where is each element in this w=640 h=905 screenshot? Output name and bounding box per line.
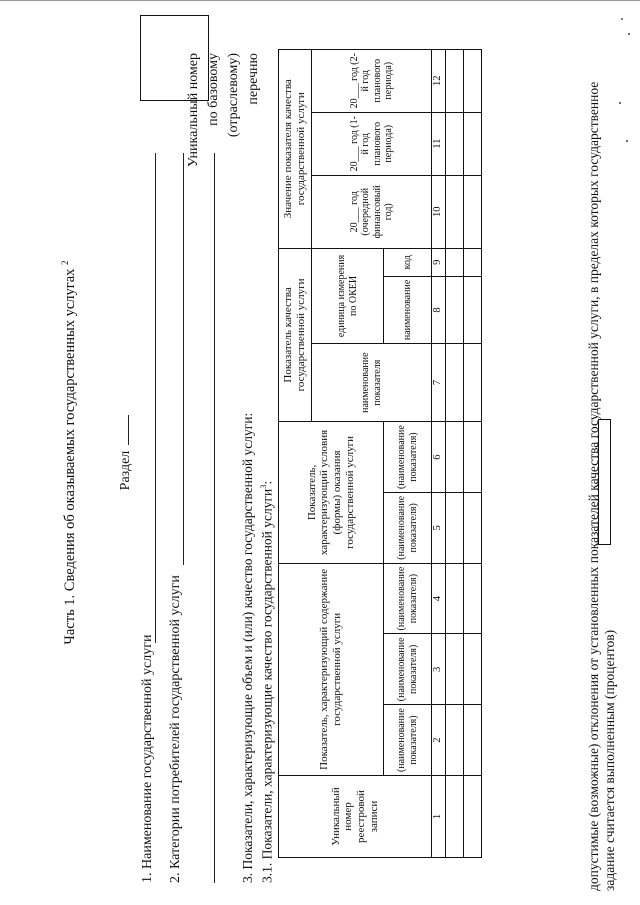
- sub-header-indicator-name: (наименование показателя): [384, 634, 432, 705]
- part-title-text: Часть 1. Сведения об оказываемых государственных услугах: [61, 268, 78, 645]
- sub-header-indicator-name: (наименование показателя): [384, 563, 432, 634]
- section-label: Раздел: [118, 450, 133, 491]
- col-header-quality-name: наименование показателя: [312, 344, 432, 422]
- col-header-year-current: 20___ год (очередной финансовый год): [312, 175, 432, 248]
- table-cell[interactable]: [464, 422, 482, 493]
- column-number: 3: [432, 634, 446, 705]
- column-number: 8: [432, 276, 446, 343]
- table-cell[interactable]: [464, 175, 482, 248]
- table-cell[interactable]: [446, 112, 464, 175]
- table-cell[interactable]: [464, 49, 482, 112]
- part-title: [60, 0, 79, 905]
- section-3-1-footnote: 3: [258, 484, 268, 489]
- table-cell[interactable]: [446, 175, 464, 248]
- table-cell[interactable]: [446, 276, 464, 343]
- sub-header-indicator-name: (наименование показателя): [384, 705, 432, 776]
- unique-number-label: Уникальный номер по базовому (отраслевому) перечню: [186, 53, 261, 168]
- col-header-content: Показатель, характеризующий содержание государственной услуги: [279, 563, 384, 775]
- col-header-year-plan1: 20___ год (1-й год планового периода): [312, 112, 432, 175]
- unique-number-box[interactable]: [140, 15, 209, 101]
- section-heading: [115, 0, 134, 905]
- table-cell[interactable]: [446, 634, 464, 705]
- sub-header-unit-code: код: [384, 248, 432, 276]
- col-header-quality: Показатель качества государственной услуги: [279, 248, 312, 421]
- tolerance-text-line2: задание считается выполненным (процентов): [602, 629, 617, 891]
- table-cell[interactable]: [464, 776, 482, 858]
- table-cell[interactable]: [464, 344, 482, 422]
- section-3-1-heading: [258, 481, 276, 883]
- table-cell[interactable]: [446, 344, 464, 422]
- sub-header-indicator-name: (наименование показателя): [384, 422, 432, 493]
- table-cell[interactable]: [464, 248, 482, 276]
- column-number: 7: [432, 344, 446, 422]
- tolerance-percent-box[interactable]: [598, 419, 611, 545]
- section-number-line: [115, 415, 129, 445]
- sub-header-unit-name: наименование: [384, 276, 432, 343]
- col-header-year-plan2: 20___ год (2-й год планового периода): [312, 49, 432, 112]
- part-title-footnote: 2: [60, 260, 70, 265]
- field-service-name-line[interactable]: [155, 153, 156, 643]
- col-header-value: Значение показателя качества государственной услуги: [279, 49, 312, 248]
- table-cell[interactable]: [446, 776, 464, 858]
- column-number: 6: [432, 422, 446, 493]
- column-number: 4: [432, 563, 446, 634]
- table-cell[interactable]: [464, 492, 482, 563]
- col-header-conditions: Показатель, характеризующий условия (формы) оказания государственной услуги: [279, 422, 384, 564]
- column-number: 12: [432, 49, 446, 112]
- section-3-heading: 3. Показатели, характеризующие объем и (или) качество государственной услуги:: [240, 412, 255, 883]
- table-cell[interactable]: [446, 422, 464, 493]
- column-number: 2: [432, 705, 446, 776]
- table-cell[interactable]: [464, 705, 482, 776]
- field-service-name-label: 1. Наименование государственной услуги: [140, 634, 155, 883]
- column-number: 10: [432, 175, 446, 248]
- table-cell[interactable]: [464, 634, 482, 705]
- table-cell[interactable]: [446, 563, 464, 634]
- table-cell[interactable]: [464, 112, 482, 175]
- table-cell[interactable]: [446, 248, 464, 276]
- column-number: 1: [432, 776, 446, 858]
- col-header-unique-number: Уникальный номер реестровой записи: [279, 776, 432, 858]
- table-cell[interactable]: [464, 276, 482, 343]
- table-cell[interactable]: [464, 563, 482, 634]
- sub-header-indicator-name: (наименование показателя): [384, 492, 432, 563]
- tolerance-text-line1: допустимые (возможные) отклонения от установленных показателей качества государственной услуги, в пределах которых государственное: [586, 81, 601, 891]
- column-number: 9: [432, 248, 446, 276]
- column-number: 5: [432, 492, 446, 563]
- section-3-1-suffix: :: [259, 480, 275, 485]
- column-number: 11: [432, 112, 446, 175]
- field-extra-line[interactable]: [214, 153, 215, 883]
- field-consumers-line[interactable]: [183, 153, 184, 565]
- col-header-unit: единица измерения по ОКЕИ: [312, 248, 384, 343]
- quality-indicators-table: [278, 49, 482, 858]
- table-cell[interactable]: [446, 492, 464, 563]
- table-cell[interactable]: [446, 705, 464, 776]
- field-consumers-label: 2. Категории потребителей государственной услуги: [168, 575, 183, 883]
- table-cell[interactable]: [446, 49, 464, 112]
- section-3-1-text: 3.1. Показатели, характеризующие качество государственной услуги: [259, 488, 275, 883]
